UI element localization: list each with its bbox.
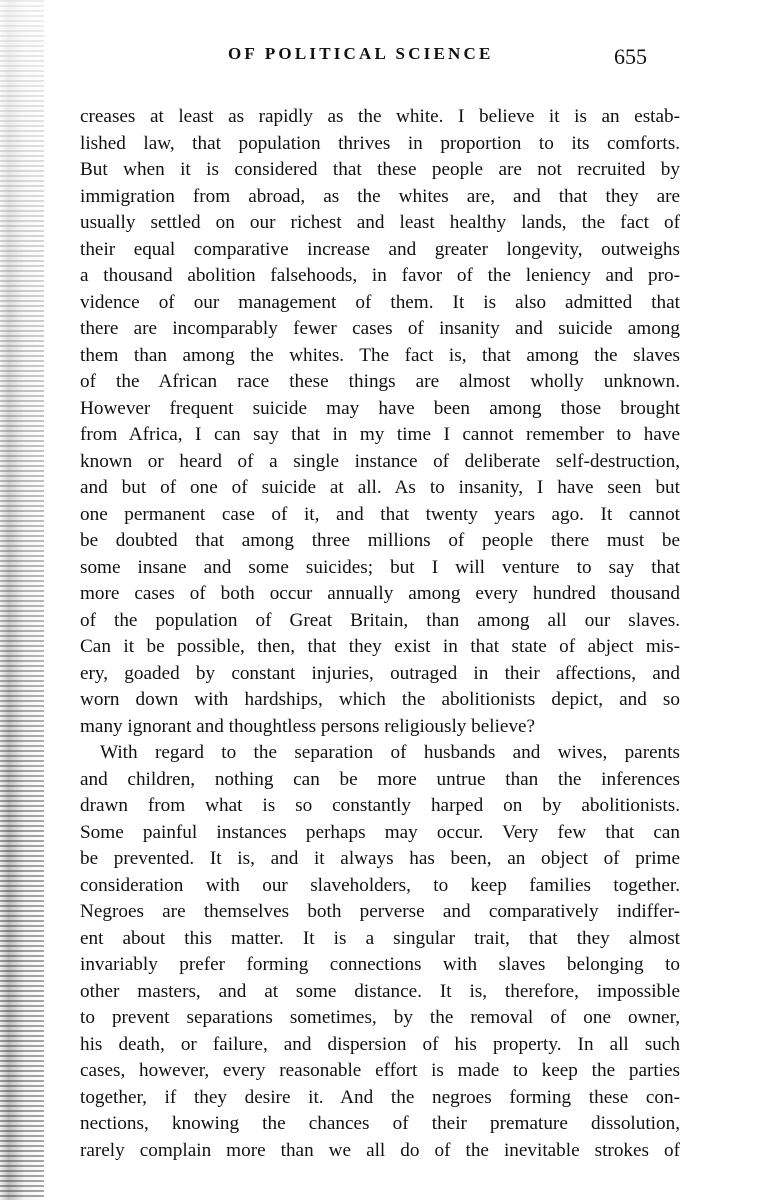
- text-line: a thousand abolition falsehoods, in favor of the leniency and pro-: [80, 265, 680, 286]
- text-line: Can it be possible, then, that they exist in that state of abject mis-: [80, 636, 680, 657]
- text-line: to prevent separations sometimes, by the removal of one owner,: [80, 1007, 680, 1028]
- text-line: known or heard of a single instance of deliberate self-destruction,: [80, 450, 680, 472]
- text-line: With regard to the separation of husbands and wives, parents: [100, 742, 680, 763]
- text-line: from Africa, I can say that in my time I cannot remember to have: [80, 424, 680, 445]
- text-line: many ignorant and thoughtless persons religiously believe?: [80, 715, 536, 737]
- text-line: and children, nothing can be more untrue than the inferences: [80, 768, 680, 790]
- text-line: creases at least as rapidly as the white. I believe it is an estab-: [80, 106, 680, 127]
- text-line: more cases of both occur annually among every hundred thousand: [80, 583, 680, 604]
- text-line: there are incomparably fewer cases of insanity and suicide among: [80, 318, 680, 339]
- text-line: vidence of our management of them. It is also admitted that: [80, 291, 680, 313]
- text-line: nections, knowing the chances of their premature dissolution,: [80, 1113, 680, 1134]
- text-line: ent about this matter. It is a singular trait, that they almost: [80, 927, 680, 949]
- text-line: invariably prefer forming connections with slaves belonging to: [80, 954, 680, 975]
- running-head: OF POLITICAL SCIENCE: [228, 44, 494, 63]
- text-line: lished law, that population thrives in proportion to its comforts.: [80, 132, 680, 154]
- text-line: be doubted that among three millions of people there must be: [80, 530, 680, 551]
- text-line: be prevented. It is, and it always has been, an object of prime: [80, 848, 680, 869]
- text-line: and but of one of suicide at all. As to insanity, I have seen but: [80, 477, 680, 498]
- text-line: consideration with our slaveholders, to keep families together.: [80, 874, 680, 896]
- text-line: their equal comparative increase and greater longevity, outweighs: [80, 238, 680, 260]
- text-line: ery, goaded by constant injuries, outraged in their affections, and: [80, 662, 680, 684]
- text-line: of the population of Great Britain, than among all our slaves.: [80, 609, 680, 631]
- text-line: one permanent case of it, and that twenty years ago. It cannot: [80, 503, 680, 525]
- text-line: other masters, and at some distance. It is, therefore, impossible: [80, 980, 680, 1002]
- book-binding-shadow: [0, 0, 44, 1200]
- text-line: drawn from what is so constantly harped on by abolitionists.: [80, 795, 680, 816]
- text-line: Some painful instances perhaps may occur. Very few that can: [80, 821, 680, 843]
- page-number: 655: [614, 44, 647, 69]
- text-line: of the African race these things are almost wholly unknown.: [80, 371, 680, 392]
- text-line: his death, or failure, and dispersion of his property. In all such: [80, 1033, 680, 1055]
- text-line: immigration from abroad, as the whites are, and that they are: [80, 185, 680, 207]
- text-line: some insane and some suicides; but I will venture to say that: [80, 556, 680, 578]
- text-line: Negroes are themselves both perverse and comparatively indiffer-: [80, 901, 680, 922]
- text-line: together, if they desire it. And the negroes forming these con-: [80, 1086, 680, 1108]
- body-text: [80, 104, 680, 1164]
- text-line: But when it is considered that these people are not recruited by: [80, 159, 680, 180]
- text-line: rarely complain more than we all do of the inevitable strokes of: [80, 1139, 680, 1161]
- text-line: them than among the whites. The fact is, that among the slaves: [80, 344, 680, 366]
- text-line: cases, however, every reasonable effort is made to keep the parties: [80, 1060, 680, 1081]
- text-line: However frequent suicide may have been among those brought: [80, 397, 680, 419]
- text-line: worn down with hardships, which the abolitionists depict, and so: [80, 689, 680, 710]
- text-line: usually settled on our richest and least healthy lands, the fact of: [80, 212, 680, 233]
